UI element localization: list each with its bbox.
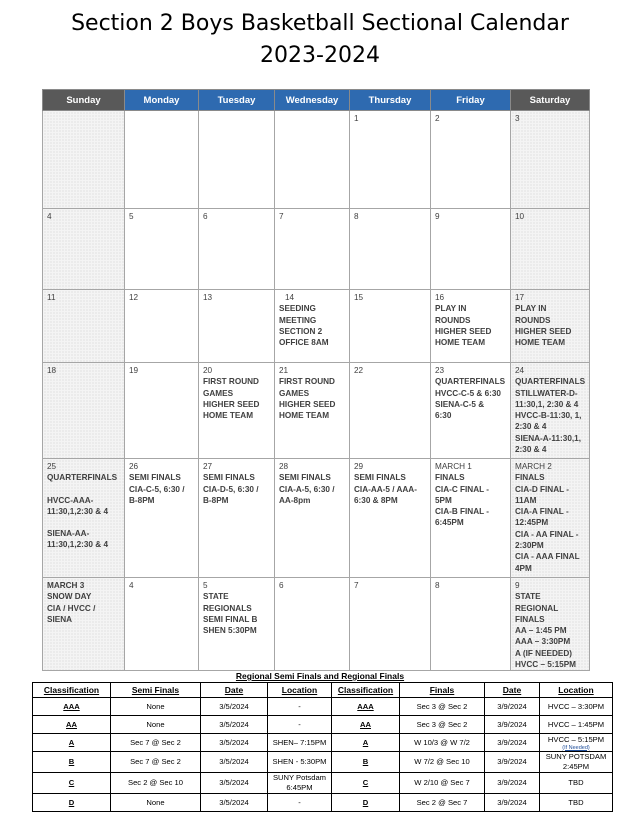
location-cell: SUNY Potsdam 6:45PM bbox=[268, 773, 332, 794]
event-text: FIRST ROUND GAMES HIGHER SEED HOME TEAM bbox=[203, 377, 260, 421]
day-number: 6 bbox=[279, 581, 284, 590]
calendar-day-cell bbox=[199, 290, 275, 363]
calendar-day-cell bbox=[199, 111, 275, 209]
classification-cell: D bbox=[332, 794, 400, 812]
location-cell bbox=[540, 734, 613, 752]
day-number: 5 bbox=[129, 212, 134, 221]
calendar-day-cell bbox=[350, 459, 431, 578]
finals-cell: Sec 2 @ Sec 7 bbox=[400, 794, 485, 812]
finals-cell: W 7/2 @ Sec 10 bbox=[400, 752, 485, 773]
location-cell: SHEN - 5:30PM bbox=[268, 752, 332, 773]
event-text: FINALS CIA-D FINAL - 11AM CIA-A FINAL - 12:45PM CIA - AA FINAL - 2:30PM CIA - AAA FINAL 4PM bbox=[515, 473, 580, 573]
finals-cell: Sec 3 @ Sec 2 bbox=[400, 698, 485, 716]
day-number: 27 bbox=[203, 462, 213, 471]
calendar-header-row bbox=[43, 90, 590, 111]
day-number: 1 bbox=[354, 114, 359, 123]
day-number: 8 bbox=[435, 581, 440, 590]
calendar-day-cell bbox=[125, 209, 199, 290]
location-cell: SHEN– 7:15PM bbox=[268, 734, 332, 752]
date-cell: 3/9/2024 bbox=[485, 734, 540, 752]
semi-finals-cell: Sec 7 @ Sec 2 bbox=[111, 752, 201, 773]
calendar-day-cell bbox=[125, 290, 199, 363]
location-text: HVCC – 5:15PM bbox=[547, 734, 605, 744]
calendar-day-cell bbox=[511, 209, 590, 290]
classification-cell: C bbox=[332, 773, 400, 794]
day-number: 21 bbox=[279, 366, 289, 375]
calendar-day-cell bbox=[350, 363, 431, 459]
calendar-day-cell bbox=[43, 290, 125, 363]
date-cell: 3/9/2024 bbox=[485, 752, 540, 773]
day-number: 13 bbox=[203, 293, 213, 302]
calendar-day-cell bbox=[431, 290, 511, 363]
location-cell: - bbox=[268, 716, 332, 734]
event-text: SEMI FINALS CIA-A-5, 6:30 / AA-8pm bbox=[279, 473, 335, 505]
day-number: 4 bbox=[129, 581, 134, 590]
event-text: QUARTERFINALS HVCC-C-5 & 6:30 SIENA-C-5 & 6:30 bbox=[435, 377, 506, 421]
day-header-friday: Friday bbox=[431, 90, 511, 111]
column-header-classification: Classification bbox=[332, 683, 400, 698]
day-number: 10 bbox=[515, 212, 525, 221]
event-text: SIENA-AA- 11:30,1,2:30 & 4 bbox=[47, 529, 108, 550]
calendar-week-2 bbox=[43, 209, 590, 290]
day-number: 15 bbox=[354, 293, 364, 302]
table-row bbox=[33, 698, 613, 716]
calendar-day-cell bbox=[431, 111, 511, 209]
day-number: 4 bbox=[47, 212, 52, 221]
calendar-week-6 bbox=[43, 578, 590, 671]
location-cell: - bbox=[268, 698, 332, 716]
location-cell: TBD bbox=[540, 794, 613, 812]
calendar-day-cell bbox=[511, 111, 590, 209]
day-number: 6 bbox=[203, 212, 208, 221]
column-header-location: Location bbox=[268, 683, 332, 698]
day-number: 26 bbox=[129, 462, 139, 471]
location-cell: HVCC – 3:30PM bbox=[540, 698, 613, 716]
classification-cell: AAA bbox=[33, 698, 111, 716]
event-text: STATE REGIONALS SEMI FINAL B SHEN 5:30PM bbox=[203, 592, 258, 636]
calendar-day-cell bbox=[125, 578, 199, 671]
calendar-day-cell bbox=[199, 578, 275, 671]
day-number: 9 bbox=[435, 212, 440, 221]
event-text: QUARTERFINALS STILLWATER-D- 11:30,1, 2:30 & 4 HVCC-B-11:30, 1, 2:30 & 4 SIENA-A-11:30,1, 2:30 & 4 bbox=[515, 377, 586, 455]
date-cell: 3/9/2024 bbox=[485, 773, 540, 794]
calendar-day-cell bbox=[431, 209, 511, 290]
day-header-wednesday: Wednesday bbox=[275, 90, 350, 111]
day-number: 29 bbox=[354, 462, 364, 471]
day-header-saturday: Saturday bbox=[511, 90, 590, 111]
table-row bbox=[33, 716, 613, 734]
calendar-day-cell bbox=[275, 209, 350, 290]
date-cell: 3/5/2024 bbox=[201, 794, 268, 812]
day-number: 25 bbox=[47, 462, 57, 471]
calendar-day-cell bbox=[43, 209, 125, 290]
date-cell: 3/5/2024 bbox=[201, 698, 268, 716]
location-cell: TBD bbox=[540, 773, 613, 794]
calendar-day-cell bbox=[43, 111, 125, 209]
location-cell: HVCC – 1:45PM bbox=[540, 716, 613, 734]
semi-finals-cell: None bbox=[111, 716, 201, 734]
event-text: FIRST ROUND GAMES HIGHER SEED HOME TEAM bbox=[279, 377, 336, 421]
day-number: 18 bbox=[47, 366, 57, 375]
page-subtitle-year: 2023-2024 bbox=[260, 43, 380, 68]
calendar-day-cell bbox=[350, 578, 431, 671]
date-cell: 3/5/2024 bbox=[201, 734, 268, 752]
day-number: MARCH 1 bbox=[435, 462, 472, 471]
event-text: SEMI FINALS CIA-AA-5 / AAA- 6:30 & 8PM bbox=[354, 473, 417, 505]
calendar-day-cell bbox=[275, 363, 350, 459]
day-number: 7 bbox=[279, 212, 284, 221]
date-cell: 3/9/2024 bbox=[485, 698, 540, 716]
date-cell: 3/9/2024 bbox=[485, 794, 540, 812]
day-number: 14 bbox=[285, 293, 295, 302]
classification-cell: AA bbox=[332, 716, 400, 734]
calendar-week-4 bbox=[43, 363, 590, 459]
day-number: 20 bbox=[203, 366, 213, 375]
date-cell: 3/5/2024 bbox=[201, 716, 268, 734]
day-header-thursday: Thursday bbox=[350, 90, 431, 111]
calendar-day-cell bbox=[199, 209, 275, 290]
classification-cell: B bbox=[33, 752, 111, 773]
finals-cell: W 2/10 @ Sec 7 bbox=[400, 773, 485, 794]
calendar-day-cell bbox=[43, 578, 125, 671]
finals-cell: Sec 3 @ Sec 2 bbox=[400, 716, 485, 734]
day-number: 22 bbox=[354, 366, 364, 375]
day-number: 19 bbox=[129, 366, 139, 375]
semi-finals-cell: None bbox=[111, 794, 201, 812]
column-header-location: Location bbox=[540, 683, 613, 698]
date-cell: 3/5/2024 bbox=[201, 752, 268, 773]
event-text: SEMI FINALS CIA-D-5, 6:30 / B-8PM bbox=[203, 473, 259, 505]
semi-finals-cell: Sec 2 @ Sec 10 bbox=[111, 773, 201, 794]
calendar-week-5 bbox=[43, 459, 590, 578]
day-number: 5 bbox=[203, 581, 208, 590]
event-text: FINALS CIA-C FINAL - 5PM CIA-B FINAL - 6:45PM bbox=[435, 473, 489, 528]
calendar-day-cell bbox=[350, 111, 431, 209]
classification-cell: D bbox=[33, 794, 111, 812]
event-text: STATE REGIONAL FINALS AA – 1:45 PM AAA – 3:30PM A (IF NEEDED) HVCC – 5:15PM bbox=[515, 592, 576, 670]
calendar-day-cell bbox=[275, 578, 350, 671]
semi-finals-cell: None bbox=[111, 698, 201, 716]
table-row bbox=[33, 773, 613, 794]
event-text: SEMI FINALS CIA-C-5, 6:30 / B-8PM bbox=[129, 473, 185, 505]
column-header-date: Date bbox=[201, 683, 268, 698]
day-number: 7 bbox=[354, 581, 359, 590]
calendar-day-cell bbox=[431, 459, 511, 578]
calendar-day-cell bbox=[199, 363, 275, 459]
day-header-sunday: Sunday bbox=[43, 90, 125, 111]
calendar-day-cell bbox=[431, 363, 511, 459]
table-row bbox=[33, 752, 613, 773]
calendar-day-cell bbox=[431, 578, 511, 671]
day-header-tuesday: Tuesday bbox=[199, 90, 275, 111]
if-needed-note: (If Needed) bbox=[562, 744, 590, 751]
page-title: Section 2 Boys Basketball Sectional Calendar bbox=[71, 11, 569, 36]
column-header-date: Date bbox=[485, 683, 540, 698]
day-number: 17 bbox=[515, 293, 525, 302]
location-cell: SUNY POTSDAM 2:45PM bbox=[540, 752, 613, 773]
day-number: 2 bbox=[435, 114, 440, 123]
column-header-finals: Finals bbox=[400, 683, 485, 698]
calendar-day-cell bbox=[511, 363, 590, 459]
day-number: 8 bbox=[354, 212, 359, 221]
event-text: PLAY IN ROUNDS HIGHER SEED HOME TEAM bbox=[515, 304, 572, 348]
classification-cell: C bbox=[33, 773, 111, 794]
day-number: 9 bbox=[515, 581, 520, 590]
calendar-day-cell bbox=[275, 459, 350, 578]
day-number: MARCH 3 bbox=[47, 581, 85, 590]
date-cell: 3/9/2024 bbox=[485, 716, 540, 734]
day-number: 3 bbox=[515, 114, 520, 123]
calendar-day-cell bbox=[125, 363, 199, 459]
day-header-monday: Monday bbox=[125, 90, 199, 111]
calendar-day-cell bbox=[350, 290, 431, 363]
day-number: 24 bbox=[515, 366, 525, 375]
classification-cell: A bbox=[33, 734, 111, 752]
calendar-day-cell bbox=[511, 290, 590, 363]
calendar-day-cell bbox=[125, 459, 199, 578]
date-cell: 3/5/2024 bbox=[201, 773, 268, 794]
calendar-day-cell bbox=[275, 111, 350, 209]
semi-finals-cell: Sec 7 @ Sec 2 bbox=[111, 734, 201, 752]
event-text: SNOW DAY CIA / HVCC / SIENA bbox=[47, 592, 96, 624]
event-text: SEEDING MEETING SECTION 2 OFFICE 8AM bbox=[279, 304, 329, 348]
column-header-classification: Classification bbox=[33, 683, 111, 698]
event-text: HVCC-AAA- 11:30,1,2:30 & 4 bbox=[47, 495, 108, 516]
column-header-semi-finals: Semi Finals bbox=[111, 683, 201, 698]
event-text: PLAY IN ROUNDS HIGHER SEED HOME TEAM bbox=[435, 304, 492, 348]
calendar-day-cell bbox=[511, 459, 590, 578]
classification-cell: B bbox=[332, 752, 400, 773]
calendar-day-cell bbox=[511, 578, 590, 671]
classification-cell: AAA bbox=[332, 698, 400, 716]
day-number: 12 bbox=[129, 293, 139, 302]
calendar-week-1 bbox=[43, 111, 590, 209]
calendar-day-cell bbox=[275, 290, 350, 363]
event-text: QUARTERFINALS bbox=[47, 473, 118, 483]
calendar-day-cell bbox=[125, 111, 199, 209]
day-number: MARCH 2 bbox=[515, 462, 552, 471]
calendar-day-cell bbox=[350, 209, 431, 290]
table-row bbox=[33, 734, 613, 752]
table-row bbox=[33, 794, 613, 812]
finals-cell: W 10/3 @ W 7/2 bbox=[400, 734, 485, 752]
calendar-day-cell bbox=[43, 363, 125, 459]
calendar-day-cell bbox=[43, 459, 125, 578]
regional-table-heading: Regional Semi Finals and Regional Finals bbox=[235, 671, 405, 681]
day-number: 28 bbox=[279, 462, 289, 471]
calendar-week-3 bbox=[43, 290, 590, 363]
classification-cell: AA bbox=[33, 716, 111, 734]
day-number: 16 bbox=[435, 293, 445, 302]
classification-cell: A bbox=[332, 734, 400, 752]
location-cell: - bbox=[268, 794, 332, 812]
calendar-grid bbox=[42, 89, 590, 671]
regional-table bbox=[32, 682, 613, 812]
calendar-day-cell bbox=[199, 459, 275, 578]
day-number: 11 bbox=[47, 293, 56, 302]
regional-header-row bbox=[33, 683, 613, 698]
day-number: 23 bbox=[435, 366, 445, 375]
